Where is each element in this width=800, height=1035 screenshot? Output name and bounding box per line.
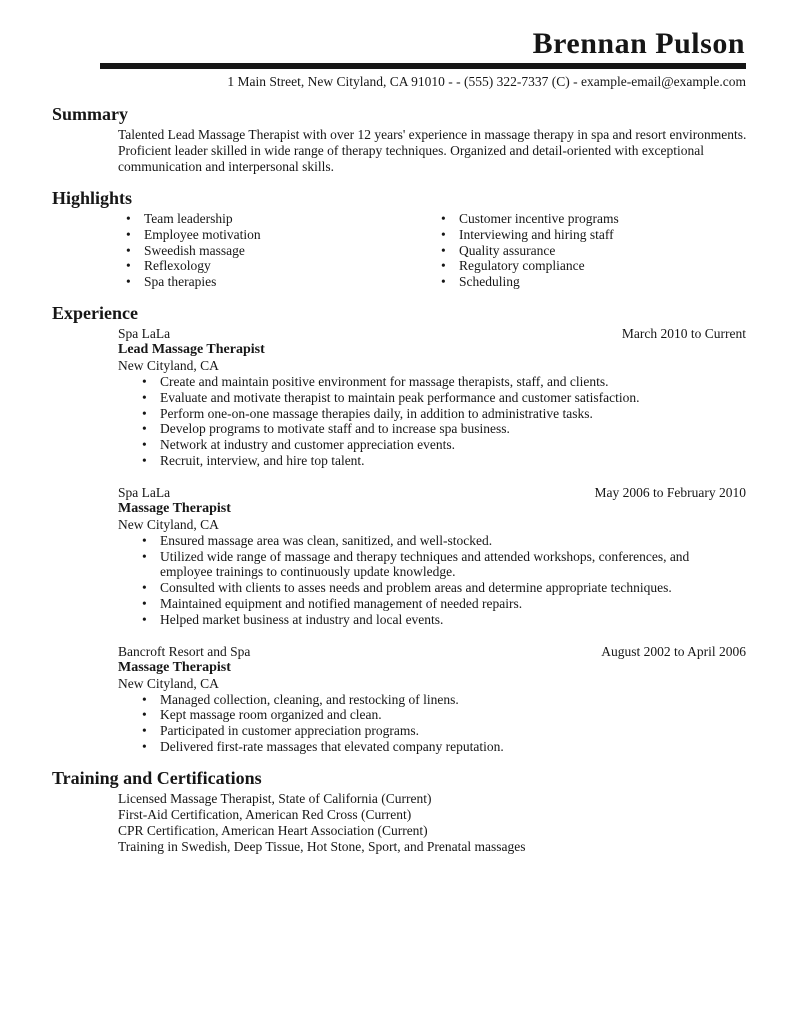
highlight-item: • Reflexology (118, 258, 433, 274)
contact-line: 1 Main Street, New Cityland, CA 91010 - - (555) 322-7337 (C) - example-email@example.com (227, 74, 746, 89)
job-entry (118, 485, 746, 628)
job-bullet: • Consulted with clients to asses needs and problem areas and determine appropriate techniques. (118, 580, 718, 596)
training-list (118, 791, 746, 855)
highlight-item: • Customer incentive programs (433, 211, 619, 227)
job-entry (118, 644, 746, 755)
training-item: Licensed Massage Therapist, State of California (Current) (118, 790, 432, 806)
training-item: CPR Certification, American Heart Association (Current) (118, 822, 428, 838)
job-bullet: • Develop programs to motivate staff and to increase spa business. (118, 421, 718, 437)
highlights-columns (118, 211, 746, 290)
highlights-left-column (118, 211, 433, 290)
highlight-item: • Employee motivation (118, 227, 433, 243)
job-bullet-list (118, 533, 718, 628)
candidate-name: Brennan Pulson (532, 27, 745, 60)
highlight-item: • Interviewing and hiring staff (433, 227, 619, 243)
company-name: Spa LaLa (118, 325, 171, 341)
job-bullet-list (118, 374, 718, 469)
job-title: Massage Therapist (118, 500, 231, 516)
job-bullet: • Recruit, interview, and hire top talent. (118, 453, 718, 469)
job-header (118, 485, 746, 501)
job-bullet: • Evaluate and motivate therapist to maintain peak performance and customer satisfaction. (118, 390, 718, 406)
job-title: Massage Therapist (118, 659, 231, 675)
header-divider (100, 63, 746, 69)
company-name: Spa LaLa (118, 484, 171, 500)
highlights-heading: Highlights (52, 188, 133, 208)
highlight-item: • Spa therapies (118, 274, 433, 290)
training-heading: Training and Certifications (52, 767, 262, 788)
job-bullet: • Helped market business at industry and local events. (118, 612, 718, 628)
job-bullet: • Perform one-on-one massage therapies daily, in addition to administrative tasks. (118, 406, 718, 422)
training-section (52, 768, 746, 855)
summary-section (52, 104, 746, 175)
job-dates: March 2010 to Current (621, 325, 746, 341)
experience-section (52, 303, 746, 755)
highlight-item: • Sweedish massage (118, 243, 433, 259)
job-bullet: • Network at industry and customer appreciation events. (118, 437, 718, 453)
company-name: Bancroft Resort and Spa (118, 643, 251, 659)
highlight-item: • Quality assurance (433, 243, 619, 259)
job-entry (118, 326, 746, 469)
job-header (118, 644, 746, 660)
highlight-item: • Scheduling (433, 274, 619, 290)
highlight-item: • Team leadership (118, 211, 433, 227)
job-bullet: • Participated in customer appreciation programs. (118, 723, 718, 739)
resume-header (52, 28, 746, 90)
job-bullet: • Managed collection, cleaning, and restocking of linens. (118, 692, 718, 708)
job-bullet: • Utilized wide range of massage and therapy techniques and attended workshops, conferences, and employee trainings to continuously update knowledge. (118, 549, 718, 581)
summary-heading: Summary (52, 104, 128, 124)
job-location: New Cityland, CA (118, 357, 219, 373)
highlight-item: • Regulatory compliance (433, 258, 619, 274)
job-location: New Cityland, CA (118, 516, 219, 532)
job-header (118, 326, 746, 342)
training-item: First-Aid Certification, American Red Cross (Current) (118, 806, 412, 822)
job-location: New Cityland, CA (118, 675, 219, 691)
job-bullet: • Kept massage room organized and clean. (118, 707, 718, 723)
summary-text: Talented Lead Massage Therapist with over 12 years' experience in massage therapy in spa and resort environments. Proficient leader skilled in wide range of therapy techniques. Organized and detail-oriented with exceptional communication and interpersonal skills. (118, 127, 747, 174)
highlights-right-column (433, 211, 619, 290)
training-item: Training in Swedish, Deep Tissue, Hot Stone, Sport, and Prenatal massages (118, 838, 526, 854)
job-bullet: • Ensured massage area was clean, sanitized, and well-stocked. (118, 533, 718, 549)
job-bullet: • Delivered first-rate massages that elevated company reputation. (118, 739, 718, 755)
experience-heading: Experience (52, 302, 138, 323)
job-dates: August 2002 to April 2006 (601, 643, 746, 659)
job-bullet-list (118, 692, 718, 755)
job-bullet: • Create and maintain positive environment for massage therapists, staff, and clients. (118, 374, 718, 390)
job-bullet: • Maintained equipment and notified management of needed repairs. (118, 596, 718, 612)
job-dates: May 2006 to February 2010 (594, 484, 746, 500)
highlights-section (52, 188, 746, 290)
job-title: Lead Massage Therapist (118, 341, 265, 357)
